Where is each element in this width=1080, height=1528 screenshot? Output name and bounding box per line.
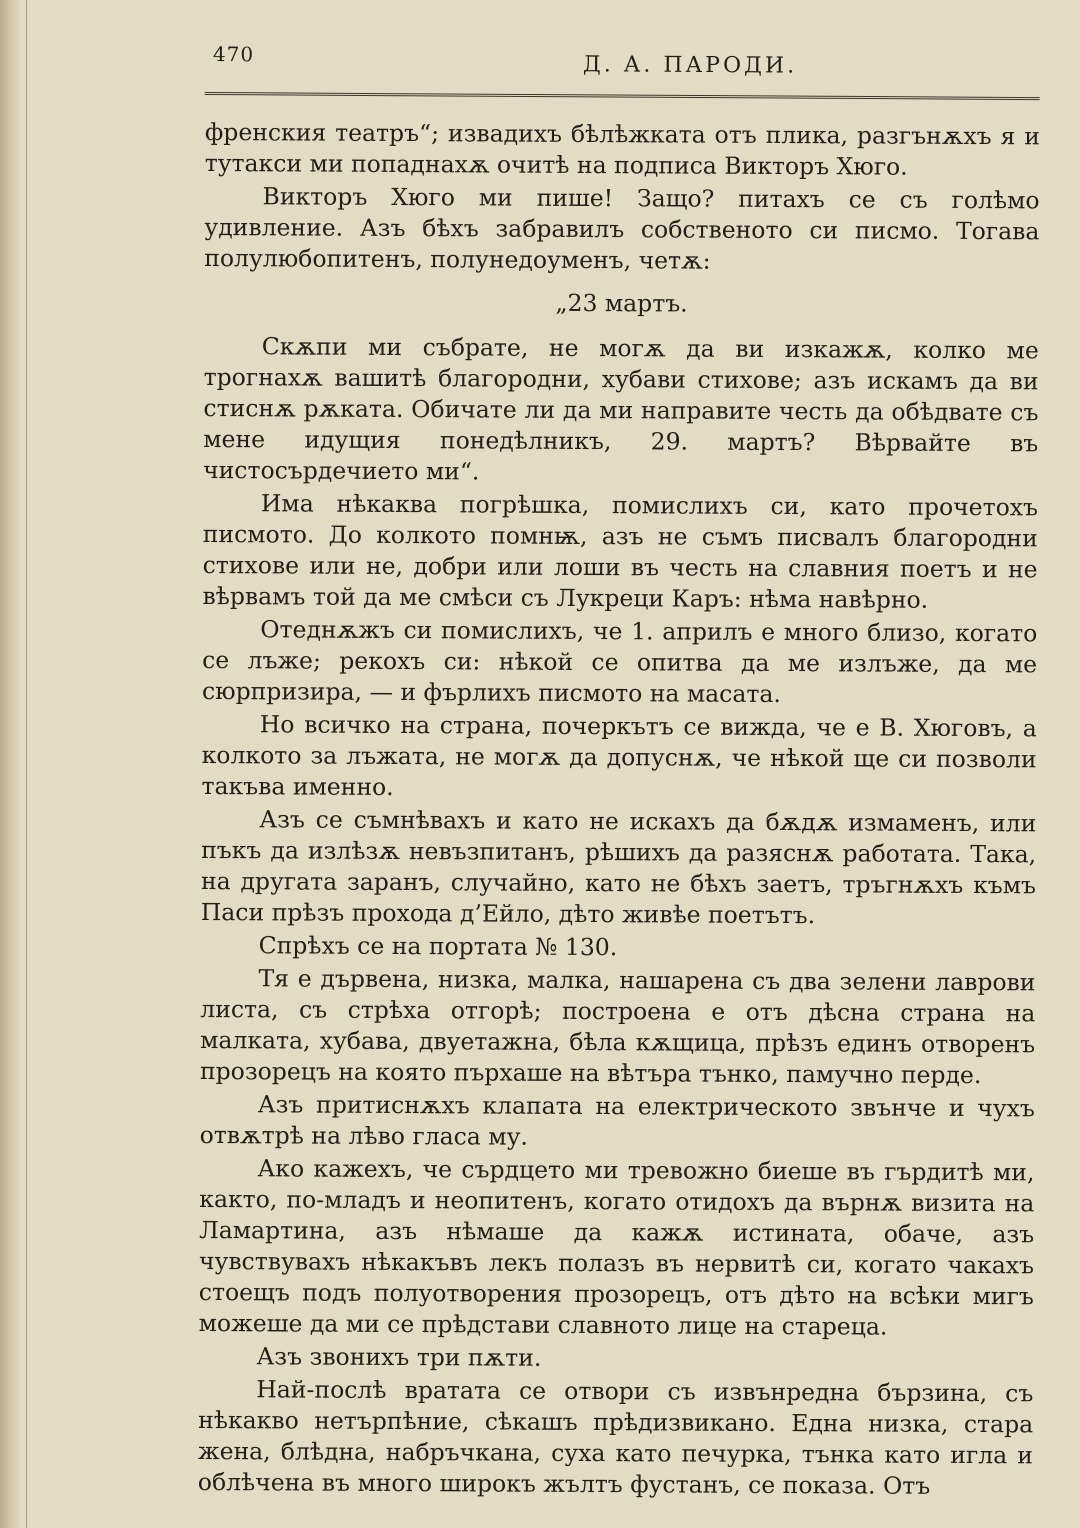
paragraph: Азъ звонихъ три пѫти. <box>256 1342 542 1372</box>
paragraph: Спрѣхъ се на портата № 130. <box>258 931 618 962</box>
paragraph: Азъ се съмнѣвахъ и като не искахъ да бѫдѫ измаменъ, или пъкъ да излѣзѫ невъзпитанъ, рѣшихъ да разяснѫ работата. Така, на другата заранъ, случайно, като не бѣхъ заетъ, тръгнѫхъ къмъ Паси прѣзъ прохода д’Ейло, дѣто живѣе поетътъ. <box>200 805 1037 930</box>
page-number: 470 <box>212 42 255 67</box>
gutter-edge <box>26 0 27 1528</box>
paragraph: френския театръ“; извадихъ бѣлѣжката отъ плика, разгънѫхъ я и тутакси ми попаднахѫ очитѣ на подписа Викторъ Хюго. <box>204 117 1040 181</box>
paragraph: Тя е дървена, низка, малка, нашарена съ два зелени лаврови листа, съ стрѣха отгорѣ; построена е отъ дѣсна страна на малката, хубава, двуетажна, бѣла кѫщица, прѣзъ единъ отворенъ прозорецъ на която пърхаше на вѣтъра тънко, памучно перде. <box>199 964 1036 1090</box>
paragraph: Азъ притиснѫхъ клапата на електрическото звънче и чухъ отвѫтрѣ на лѣво гласа му. <box>199 1090 1035 1151</box>
paragraph: Викторъ Хюго ми пише! Защо? питахъ се съ голѣмо удивление. Азъ бѣхъ забравилъ собственото си писмо. Тогава полулюбопитенъ, полунедоуменъ, четѫ: <box>204 182 1040 275</box>
paragraph: Най-послѣ вратата се отвори съ извънредна бързина, съ нѣкакво нетърпѣние, сѣкашъ прѣдизвикано. Една низка, стара жена, блѣдна, набръчкана, суха като печурка, тънка като игла и облѣчена въ много широкъ жълтъ фустанъ, се показа. Отъ <box>197 1375 1034 1500</box>
running-head: Д. А. ПАРОДИ. <box>582 52 798 79</box>
letter-date: „23 мартъ. <box>555 288 688 318</box>
paragraph: Ако кажехъ, че сърдцето ми тревожно биеше въ гърдитѣ ми, както, по-младъ и неопитенъ, когато отидохъ да върнѫ визита на Ламартина, азъ нѣмаше да кажѫ истината, обаче, азъ чувствувахъ нѣкакъвъ лекъ полазъ въ нервитѣ си, когато чакахъ стоещъ подъ полуотворения прозорецъ, отъ дѣто на всѣки мигъ можеше да ми се прѣдстави славното лице на стареца. <box>198 1154 1035 1341</box>
paragraph: Отеднѫжъ си помислихъ, че 1. априлъ е много близо, когато се лъже; рекохъ си: нѣкой се опитва да ме излъже, да ме сюрпризира, — и фърлихъ писмото на масата. <box>201 615 1038 709</box>
page-header <box>205 40 1040 100</box>
paragraph: Скѫпи ми събрате, не могѫ да ви изкажѫ, колко ме трогнахѫ вашитѣ благородни, хубави стихове; азъ искамъ да ви стиснѫ рѫката. Обичате ли да ми направите честь да обѣдвате съ мене идущия понедѣлникъ, 29. мартъ? Вѣрвайте въ чистосърдечието ми“. <box>203 332 1039 486</box>
paragraph: Има нѣкаква погрѣшка, помислихъ си, като прочетохъ писмото. До колкото помнѭ, азъ не съмъ писвалъ благородни стихове или не, добри или лоши въ честь на славния поетъ и не вѣрвамъ той да ме смѣси съ Лукреци Каръ: нѣма навѣрно. <box>202 489 1039 614</box>
paragraph: Но всичко на страна, почеркътъ се вижда, че е В. Хюговъ, а колкото за лъжата, не могѫ да допуснѫ, че нѣкой ще си позволи такъва именно. <box>201 710 1037 801</box>
book-page <box>197 40 1040 1500</box>
page-body <box>198 117 1040 1502</box>
book-gutter <box>0 0 22 1528</box>
